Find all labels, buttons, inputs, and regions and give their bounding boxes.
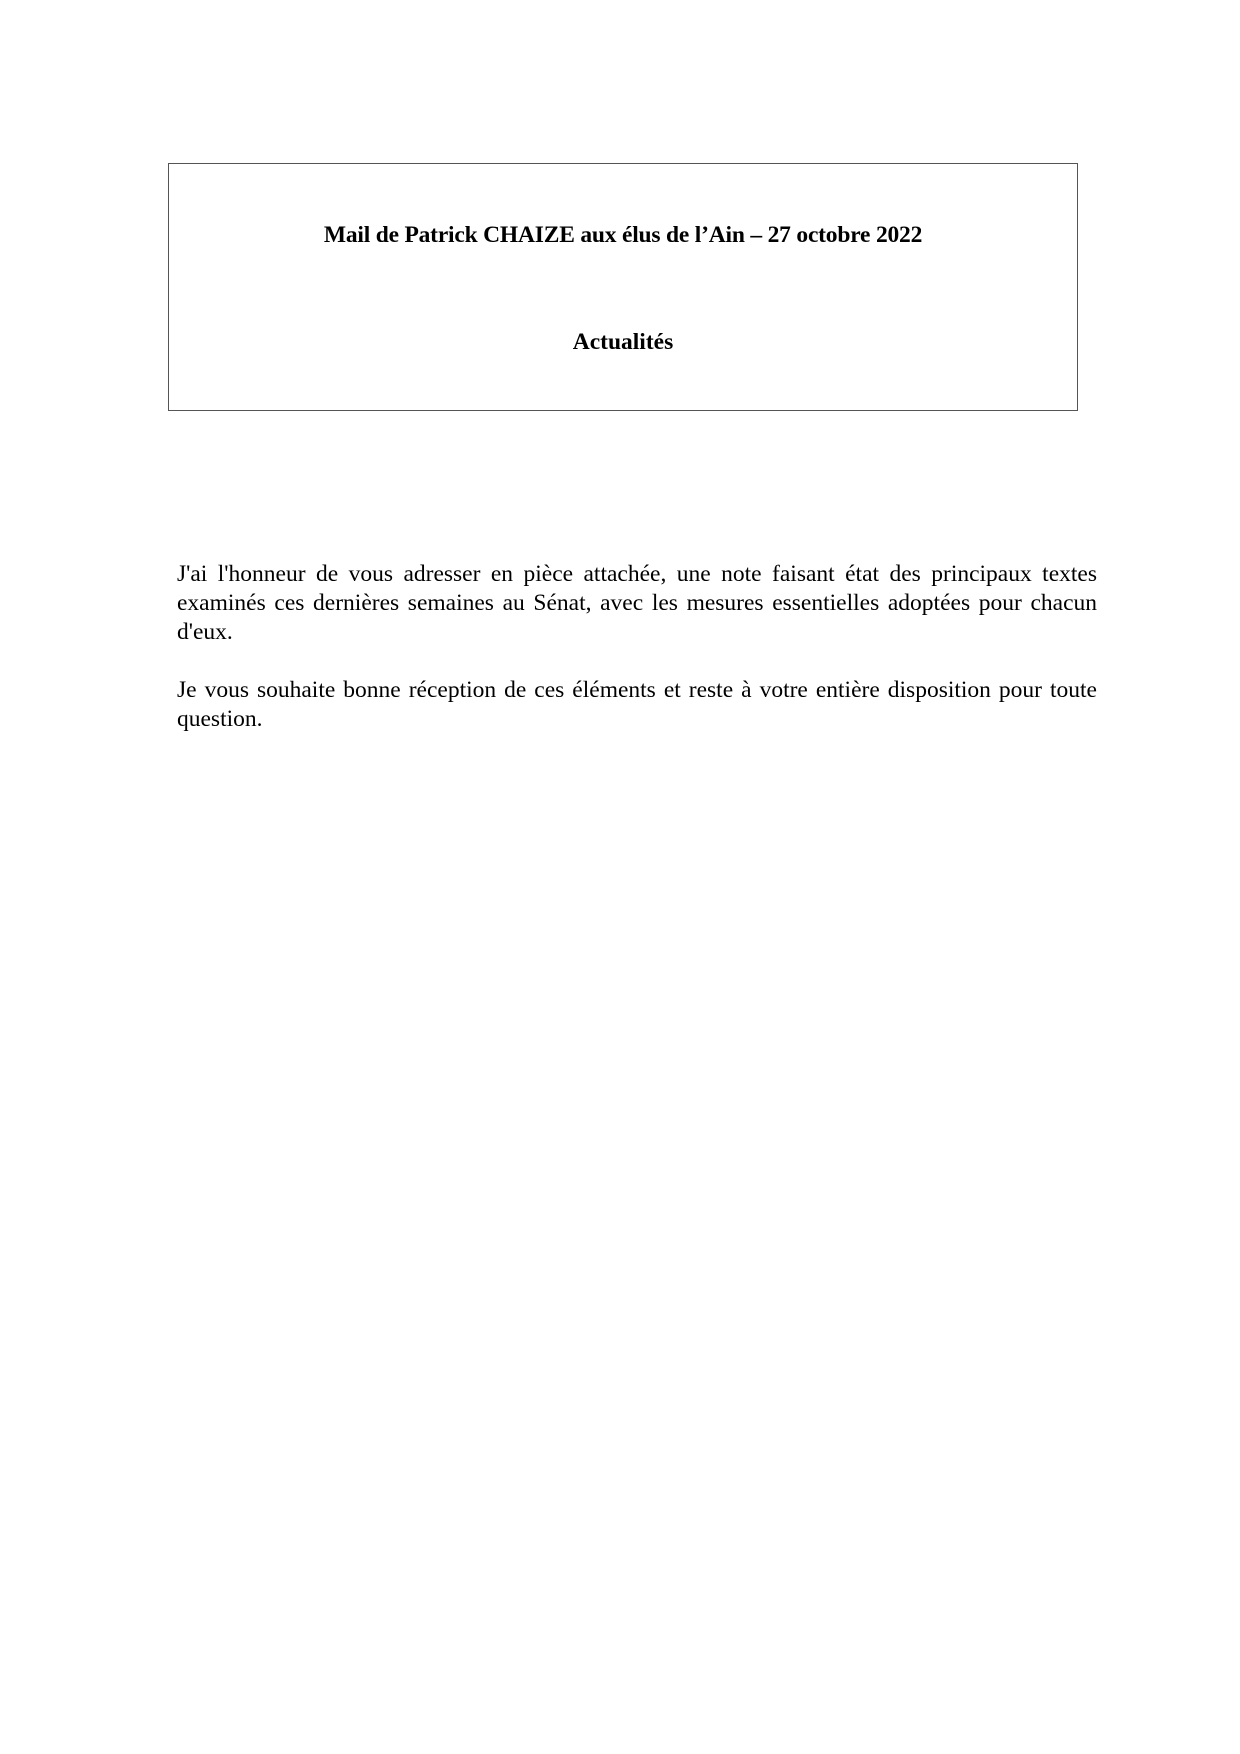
document-title: Mail de Patrick CHAIZE aux élus de l’Ain – 27 octobre 2022: [323, 222, 923, 248]
paragraph: Je vous souhaite bonne réception de ces éléments et reste à votre entière disposition pour toute question.: [177, 677, 1097, 732]
document-body: [177, 560, 1097, 763]
header-box: [168, 163, 1078, 411]
document-subtitle: Actualités: [572, 329, 674, 355]
paragraph: J'ai l'honneur de vous adresser en pièce attachée, une note faisant état des principaux textes examinés ces dernières semaines au Sénat, avec les mesures essentielles adoptées pour chacun d'eux.: [177, 561, 1097, 645]
